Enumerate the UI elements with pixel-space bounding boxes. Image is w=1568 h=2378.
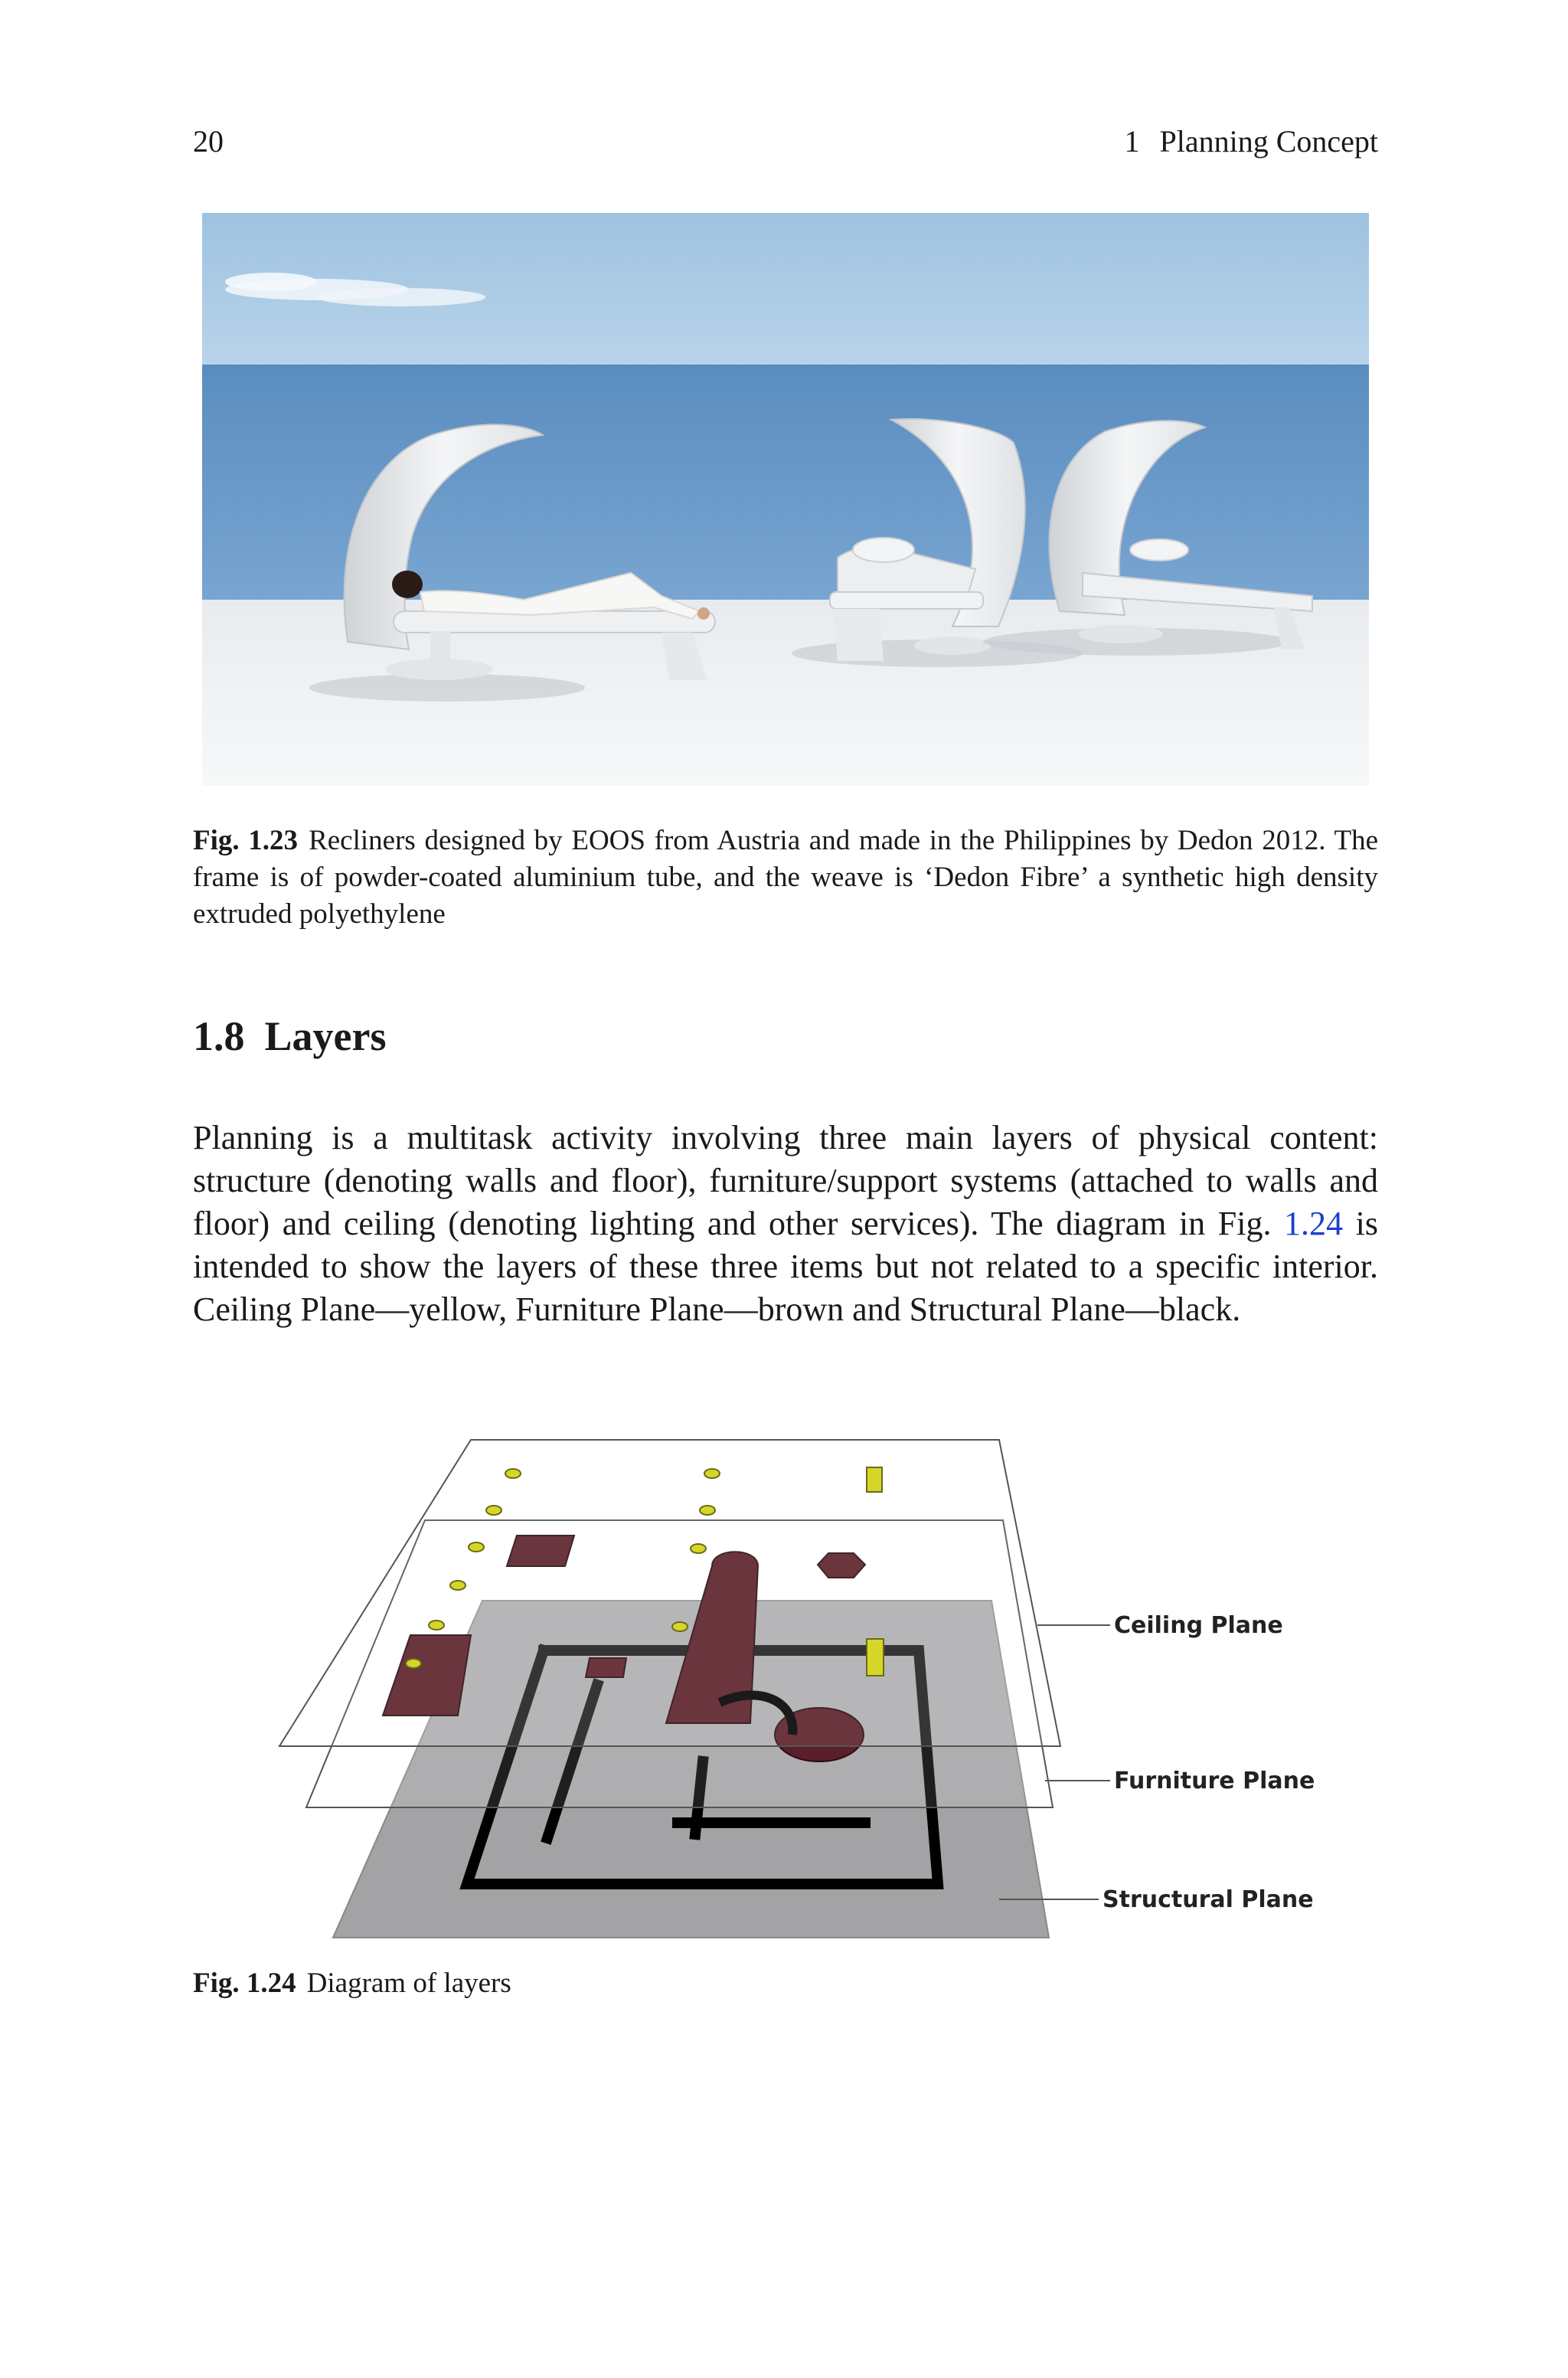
figure-1-24-caption-text: Diagram of layers [306,1967,511,1999]
body-paragraph [193,1117,1378,1331]
page-number: 20 [193,124,224,159]
running-head [193,123,1378,161]
section-heading [193,1009,386,1063]
recliners-photo [202,213,1369,786]
figure-1-24-label: Fig. 1.24 [193,1967,296,1999]
figure-1-23-caption-text: Recliners designed by EOOS from Austria and made in the Philippines by Dedon 2012. The frame is of powder-coated aluminium tube, and the weave is ‘Dedon Fibre’ a synthetic high density extruded polyethylene [193,825,1378,930]
section-title: Layers [264,1013,387,1059]
paragraph-text-start: Planning is a multitask activity involving three main layers of physical content: structure (denoting walls and floor), furniture/support systems (attached to walls and floor) and ceiling (denoting lighting and other services). The diagram in Fig. [193,1119,1378,1242]
furniture-plane-label: Furniture Plane [1114,1768,1315,1794]
section-number: 1.8 [193,1013,245,1059]
paragraph-text-end: is intended to show the layers of these three items but not related to a specific interior. Ceiling Plane—yellow, Furniture Plane—brown and Structural Plane—black. [193,1205,1378,1328]
chapter-heading [1124,123,1378,161]
ceiling-plane-label: Ceiling Plane [1114,1612,1283,1639]
figure-1-23-label: Fig. 1.23 [193,825,299,856]
ceiling-plane [279,1440,1060,1746]
figure-1-24-caption [193,1965,1378,2002]
figure-reference-link[interactable]: 1.24 [1284,1205,1344,1242]
figure-1-23-caption [193,823,1378,933]
structural-plane-label: Structural Plane [1102,1886,1314,1913]
chapter-number: 1 [1124,124,1140,159]
layers-diagram [260,1425,1317,1945]
chapter-title: Planning Concept [1159,124,1378,159]
